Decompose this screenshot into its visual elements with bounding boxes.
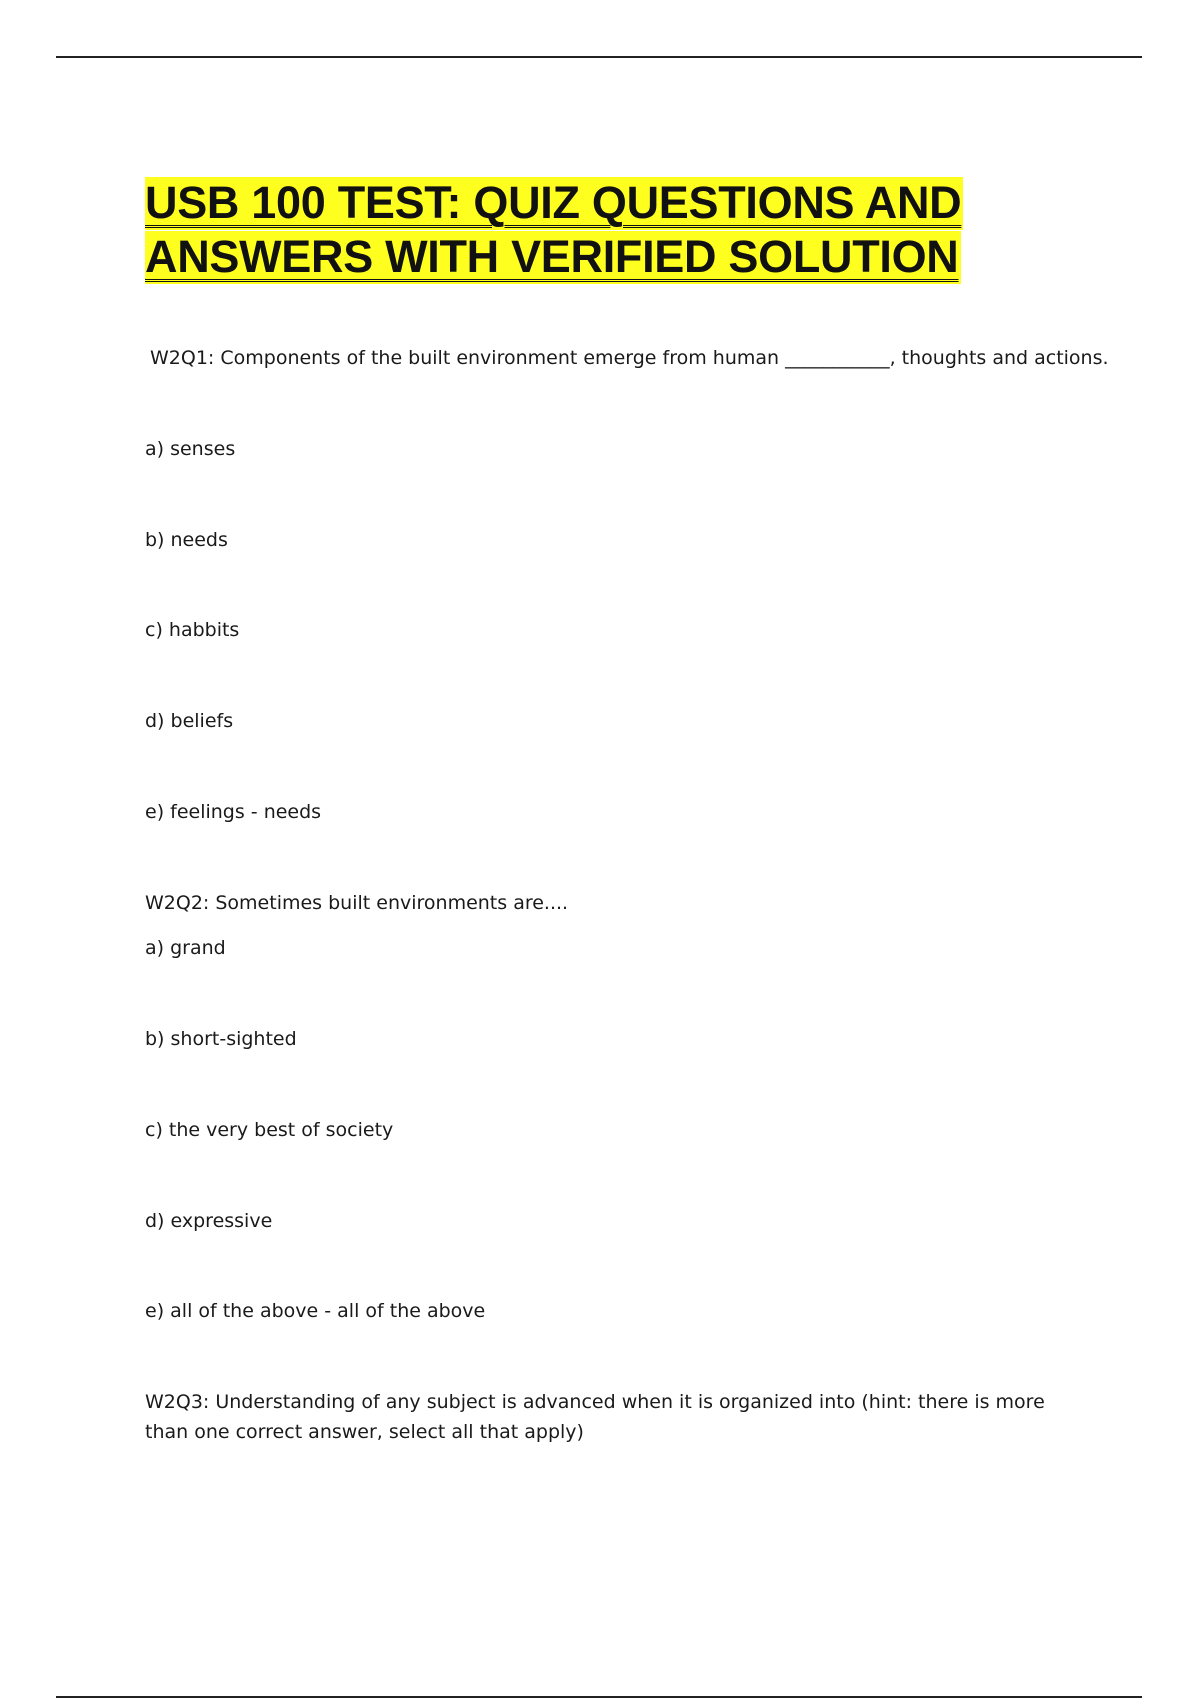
top-rule (56, 56, 1142, 58)
document-title (145, 176, 1045, 284)
title-line-2: ANSWERS WITH VERIFIED SOLUTION (145, 231, 959, 282)
title-line-1: USB 100 TEST: QUIZ QUESTIONS AND (145, 177, 962, 228)
question-1-option-e: e) feelings - needs (145, 801, 322, 823)
question-3-prompt: W2Q3: Understanding of any subject is advanced when it is organized into (hint: there is more than one correct answer, select all that apply) (145, 1391, 1045, 1443)
bottom-rule (56, 1696, 1142, 1698)
question-2-prompt: W2Q2: Sometimes built environments are.... (145, 892, 569, 914)
question-2-option-d: d) expressive (145, 1210, 273, 1232)
question-2-option-c: c) the very best of society (145, 1119, 394, 1141)
question-1-option-d: d) beliefs (145, 710, 234, 732)
question-1-option-a: a) senses (145, 438, 236, 460)
question-2-option-e: e) all of the above - all of the above (145, 1300, 486, 1322)
question-1-option-c: c) habbits (145, 619, 240, 641)
question-2-option-b: b) short-sighted (145, 1028, 297, 1050)
question-1-option-b: b) needs (145, 529, 228, 551)
question-1-prompt: W2Q1: Components of the built environment emerge from human ___________, thoughts and actions. (150, 347, 1109, 369)
question-2-option-a: a) grand (145, 937, 226, 959)
